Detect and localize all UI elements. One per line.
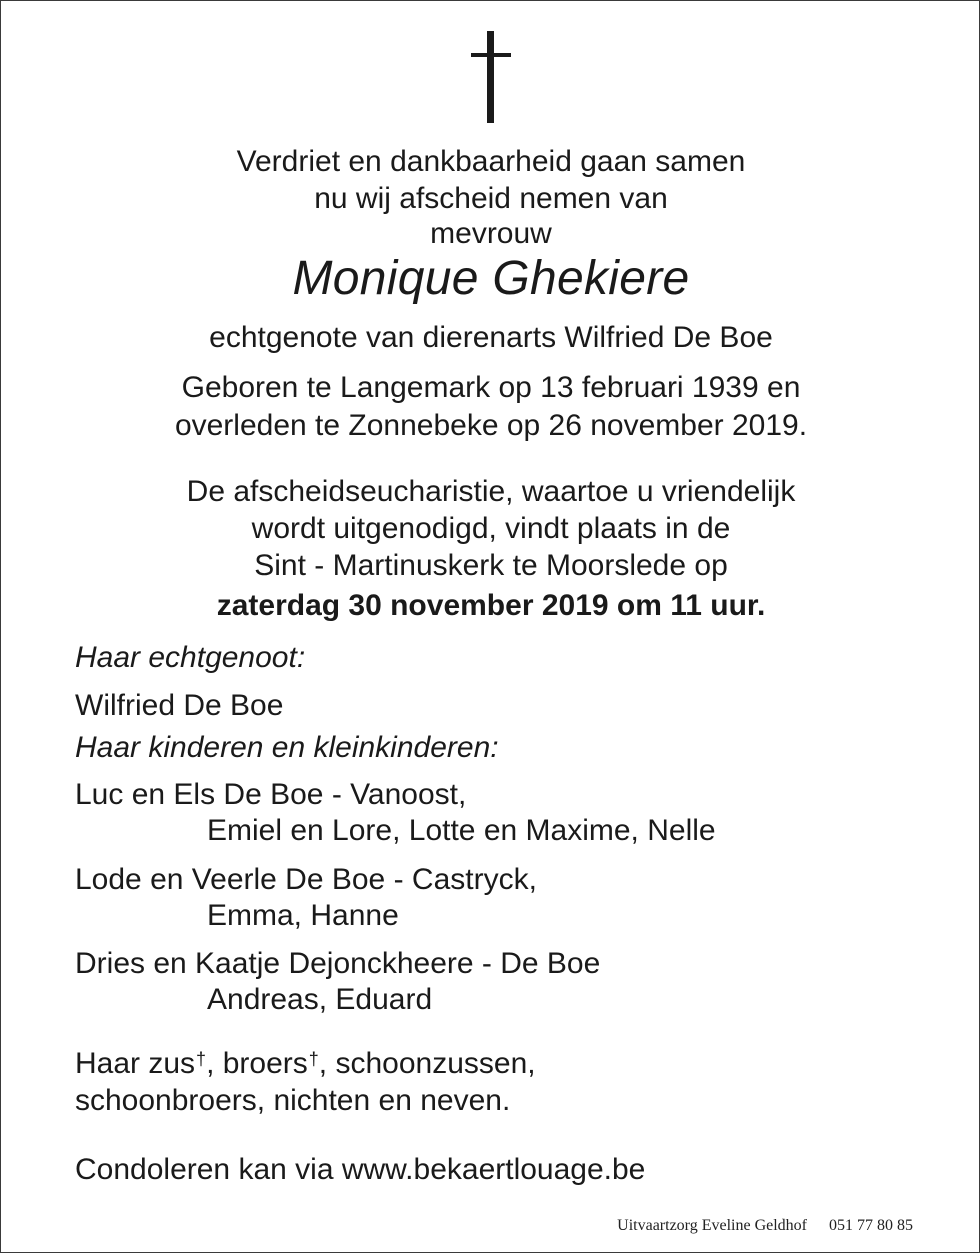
- husband-name: Wilfried De Boe: [75, 689, 284, 722]
- service-datetime: zaterdag 30 november 2019 om 11 uur.: [216, 589, 766, 622]
- condolence-line: Condoleren kan via www.bekaertlouage.be: [75, 1153, 646, 1186]
- intro-line-2: nu wij afscheid nemen van: [314, 182, 668, 215]
- family-2-children: Emma, Hanne: [207, 899, 399, 932]
- family-1-parents: Luc en Els De Boe - Vanoost,: [75, 778, 467, 811]
- relatives-broers: , broers: [206, 1047, 308, 1080]
- family-3-parents: Dries en Kaatje Dejonckheere - De Boe: [75, 947, 601, 980]
- intro-line-1: Verdriet en dankbaarheid gaan samen: [236, 145, 746, 178]
- spouse-line: echtgenote van dierenarts Wilfried De Boe: [209, 321, 773, 354]
- family-2-parents: Lode en Veerle De Boe - Castryck,: [75, 863, 537, 896]
- service-line-2: wordt uitgenodigd, vindt plaats in de: [251, 512, 731, 545]
- relatives-line-1: [75, 1047, 536, 1081]
- birth-line: Geboren te Langemark op 13 februari 1939 en: [181, 371, 801, 404]
- death-line: overleden te Zonnebeke op 26 november 2019.: [174, 409, 808, 442]
- dagger-icon: †: [308, 1049, 319, 1069]
- relatives-rest: , schoonzussen,: [318, 1047, 536, 1080]
- relatives-line-2: schoonbroers, nichten en neven.: [75, 1084, 511, 1117]
- footer: [617, 1217, 913, 1235]
- deceased-name: Monique Ghekiere: [292, 252, 690, 305]
- husband-heading: Haar echtgenoot:: [75, 641, 306, 674]
- relatives-zus: Haar zus: [75, 1047, 196, 1080]
- funeral-home-phone: 051 77 80 85: [829, 1217, 913, 1234]
- cross-icon: [471, 31, 511, 123]
- service-line-3: Sint - Martinuskerk te Moorslede op: [254, 549, 728, 582]
- family-3-children: Andreas, Eduard: [207, 983, 433, 1016]
- dagger-icon: †: [196, 1049, 207, 1069]
- funeral-home: Uitvaartzorg Eveline Geldhof: [617, 1217, 807, 1234]
- family-1-children: Emiel en Lore, Lotte en Maxime, Nelle: [207, 814, 716, 847]
- intro-line-3: mevrouw: [430, 217, 552, 250]
- children-heading: Haar kinderen en kleinkinderen:: [75, 731, 499, 764]
- service-line-1: De afscheidseucharistie, waartoe u vriendelijk: [186, 475, 796, 508]
